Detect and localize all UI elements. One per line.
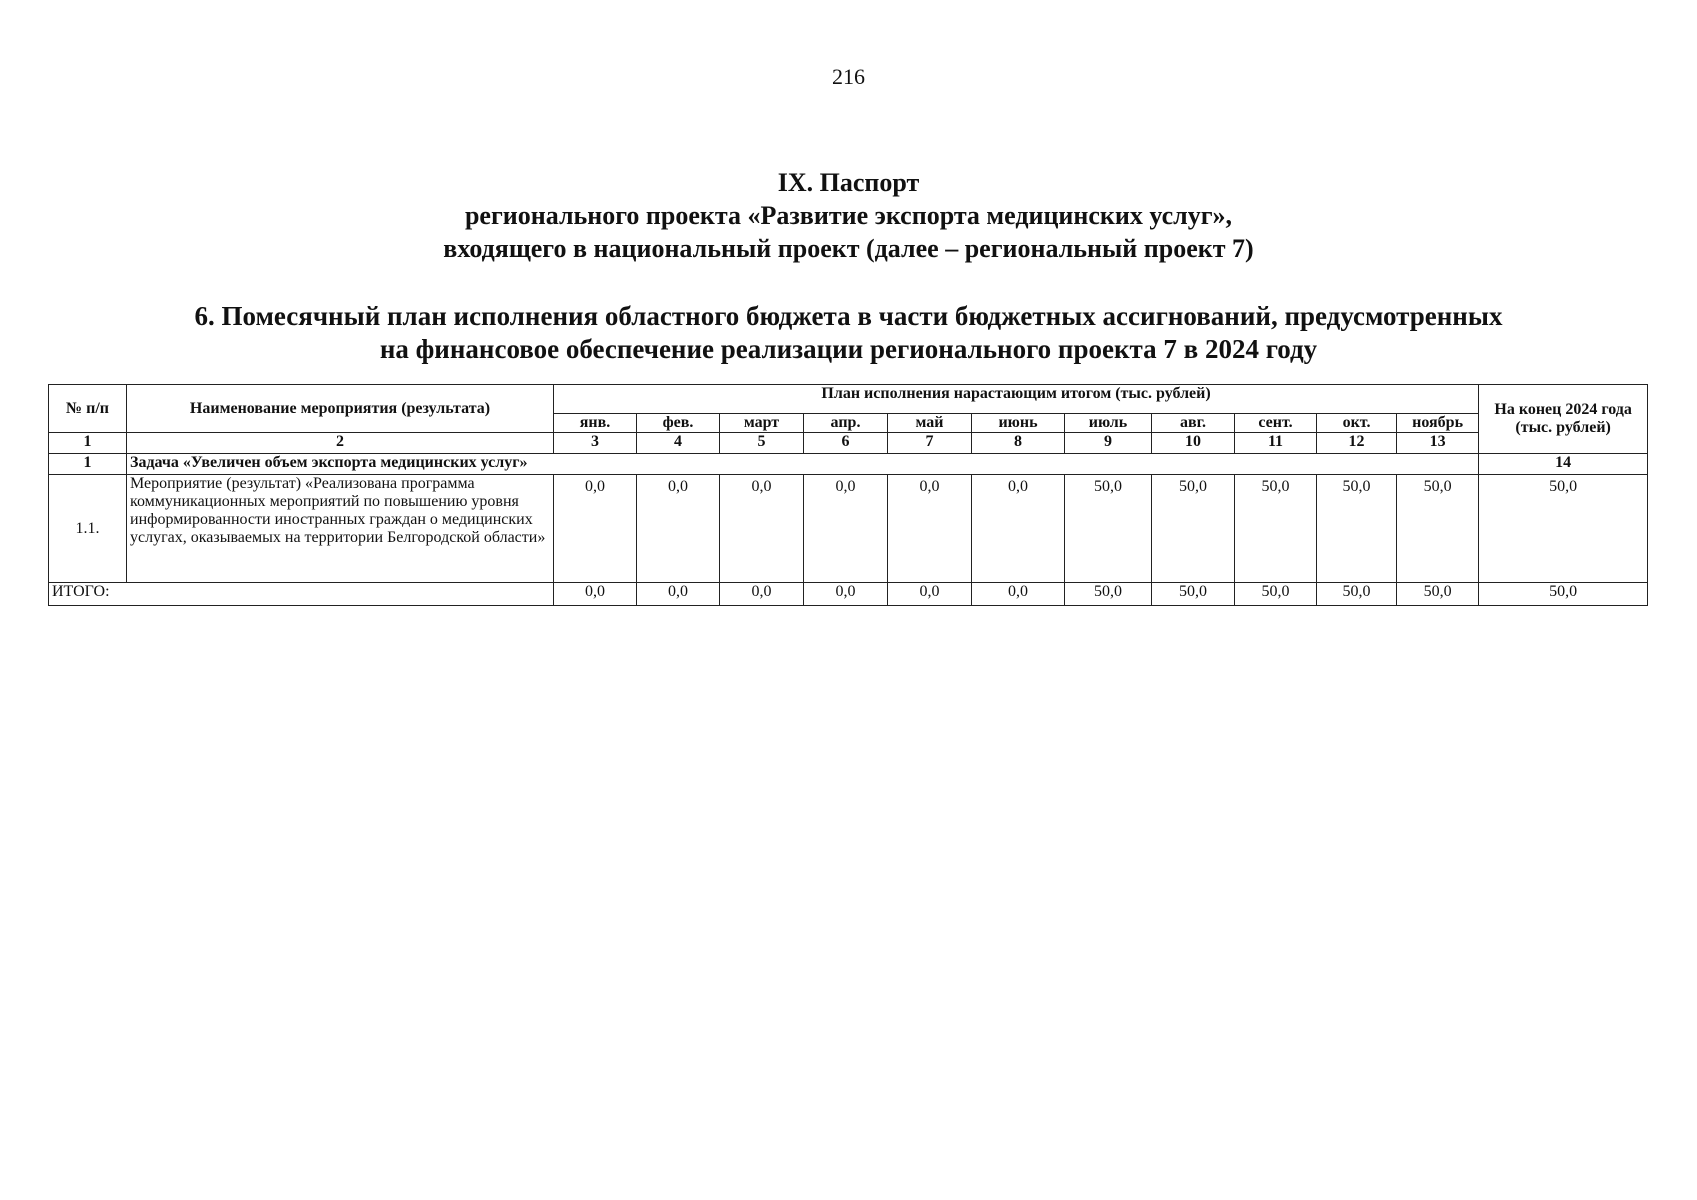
total-monthly-value: 50,0	[1317, 583, 1397, 606]
total-monthly-value: 0,0	[888, 583, 972, 606]
month-header: фев.	[637, 414, 720, 433]
column-number: 5	[720, 433, 804, 454]
header-end-of-year: На конец 2024 года (тыс. рублей)	[1479, 385, 1648, 454]
task-number: 1	[49, 454, 127, 475]
total-label: ИТОГО:	[49, 583, 554, 606]
total-monthly-value: 50,0	[1235, 583, 1317, 606]
column-number: 12	[1317, 433, 1397, 454]
month-header: апр.	[804, 414, 888, 433]
activity-row	[49, 475, 1648, 583]
monthly-value: 50,0	[1397, 475, 1479, 583]
month-header: янв.	[554, 414, 637, 433]
month-header: ноябрь	[1397, 414, 1479, 433]
month-header: сент.	[1235, 414, 1317, 433]
column-number: 7	[888, 433, 972, 454]
project-title: регионального проекта «Развитие экспорта медицинских услуг»,	[464, 201, 1233, 230]
total-end-of-year-value: 50,0	[1479, 583, 1648, 606]
column-numbers-row	[49, 433, 1648, 454]
month-header: март	[720, 414, 804, 433]
header-number: № п/п	[49, 385, 127, 433]
column-number: 13	[1397, 433, 1479, 454]
monthly-value: 0,0	[972, 475, 1065, 583]
month-header: май	[888, 414, 972, 433]
month-header: авг.	[1152, 414, 1235, 433]
column-number: 1	[49, 433, 127, 454]
column-number: 11	[1235, 433, 1317, 454]
monthly-value: 50,0	[1152, 475, 1235, 583]
column-number: 4	[637, 433, 720, 454]
monthly-value: 50,0	[1065, 475, 1152, 583]
total-monthly-value: 0,0	[554, 583, 637, 606]
project-subtitle: входящего в национальный проект (далее – региональный проект 7)	[443, 234, 1254, 263]
column-number: 10	[1152, 433, 1235, 454]
monthly-value: 50,0	[1235, 475, 1317, 583]
total-row	[49, 583, 1648, 606]
column-number: 3	[554, 433, 637, 454]
total-monthly-value: 50,0	[1065, 583, 1152, 606]
column-number: 9	[1065, 433, 1152, 454]
passport-heading: IX. Паспорт	[777, 168, 920, 197]
column-number: 8	[972, 433, 1065, 454]
monthly-value: 0,0	[554, 475, 637, 583]
monthly-value: 50,0	[1317, 475, 1397, 583]
budget-plan-table	[48, 384, 1648, 606]
column-number: 2	[127, 433, 554, 454]
column-number: 6	[804, 433, 888, 454]
total-monthly-value: 50,0	[1152, 583, 1235, 606]
task-row	[49, 454, 1648, 475]
month-header: июль	[1065, 414, 1152, 433]
activity-number: 1.1.	[49, 475, 127, 583]
monthly-value: 0,0	[804, 475, 888, 583]
table-header-row	[49, 385, 1648, 414]
month-header: окт.	[1317, 414, 1397, 433]
month-header: июнь	[972, 414, 1065, 433]
end-of-year-value: 50,0	[1479, 475, 1648, 583]
monthly-value: 0,0	[720, 475, 804, 583]
monthly-value: 0,0	[637, 475, 720, 583]
section-title-line1: 6. Помесячный план исполнения областного бюджета в части бюджетных ассигнований, предусмотренных	[194, 301, 1503, 331]
total-monthly-value: 0,0	[804, 583, 888, 606]
activity-name: Мероприятие (результат) «Реализована программа коммуникационных мероприятий по повышению уровня информированности иностранных граждан о медицинских услугах, оказываемых на территории Белгородской области»	[127, 475, 554, 583]
header-plan: План исполнения нарастающим итогом (тыс. рублей)	[554, 385, 1479, 414]
column-number: 14	[1479, 454, 1648, 475]
task-name: Задача «Увеличен объем экспорта медицинских услуг»	[127, 454, 1479, 475]
total-monthly-value: 50,0	[1397, 583, 1479, 606]
page-number: 216	[832, 64, 865, 89]
section-title-line2: на финансовое обеспечение реализации регионального проекта 7 в 2024 году	[379, 334, 1318, 364]
header-activity-name: Наименование мероприятия (результата)	[127, 385, 554, 433]
monthly-value: 0,0	[888, 475, 972, 583]
total-monthly-value: 0,0	[720, 583, 804, 606]
total-monthly-value: 0,0	[637, 583, 720, 606]
total-monthly-value: 0,0	[972, 583, 1065, 606]
